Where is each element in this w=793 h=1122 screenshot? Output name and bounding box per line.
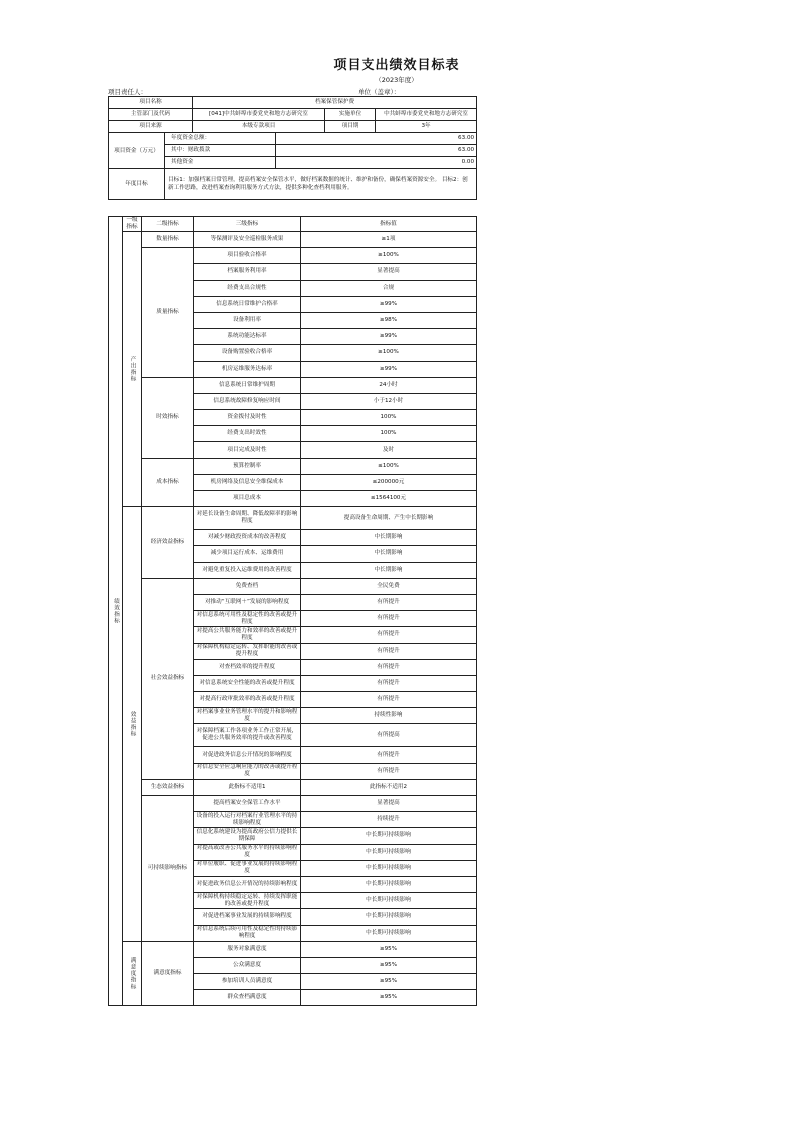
indicator-row [109,377,477,393]
level3-name: 参加培训人员满意度 [194,974,301,990]
indicator-value: 合规 [301,280,477,296]
indicator-value: 有所提升 [301,627,477,643]
level3-name: 信息化系统建设为提高政府公信力提供长期保障 [194,828,301,844]
level3-name: 信息系统日常维护周期 [194,377,301,393]
indicator-value: 有所提升 [301,643,477,659]
dept-value: [041]中共蚌埠市委党史和地方志研究室 [193,109,325,121]
indicator-row [109,232,477,248]
indicator-value: 有所提高 [301,724,477,747]
level1-label: 效益指标 [123,507,142,942]
indicator-value: ≥99% [301,296,477,312]
impl-value: 中共蚌埠市委党史和地方志研究室 [376,109,477,121]
header-l2: 二级指标 [142,217,194,232]
impl-label: 实施单位 [325,109,376,121]
level3-name: 对查档效率的提升程度 [194,659,301,675]
period-value: 3年 [376,121,477,133]
indicator-value: 持续性影响 [301,708,477,724]
level3-name: 对避免重复投入运维费用的改善程度 [194,562,301,578]
level3-name: 项目验收合格率 [194,248,301,264]
level2-label: 成本指标 [142,458,194,507]
level3-name: 资金拨付及时性 [194,410,301,426]
level3-name: 机房网络及信息安全维保成本 [194,474,301,490]
level3-name: 对信息系统可用性及稳定性的改善或提升程度 [194,611,301,627]
indicator-value: ≤200000元 [301,474,477,490]
funds-other-value: 0.00 [276,157,477,169]
level3-name: 对单位履职、促进事业发展的持续影响程度 [194,860,301,876]
dept-label: 主管部门及代码 [109,109,193,121]
funds-other-label: 其他资金 [165,157,276,169]
indicator-value: ≥95% [301,941,477,957]
indicator-value: ≥98% [301,312,477,328]
project-name: 档案保管保护费 [193,97,477,109]
level3-name: 对提高或改善公共服务水平的持续影响程度 [194,844,301,860]
level3-name: 设备利用率 [194,312,301,328]
level3-name: 对延长设备生命周期、降低故障率的影响程度 [194,507,301,530]
indicator-value: 中长期影响 [301,562,477,578]
indicator-value: 中长期可持续影响 [301,925,477,941]
level3-name: 预算控制率 [194,458,301,474]
level3-name: 对促进政务信息公开情况的持续影响程度 [194,876,301,892]
indicator-value: 中长期可持续影响 [301,909,477,925]
indicator-value: ≥99% [301,361,477,377]
indicator-value: 中长期可持续影响 [301,844,477,860]
level2-label: 可持续影响指标 [142,796,194,942]
level3-name: 设备购置验收合格率 [194,345,301,361]
indicator-value: ≥95% [301,974,477,990]
level3-name: 服务对象满意度 [194,941,301,957]
level3-name: 此指标不适用1 [194,779,301,795]
indicator-value: 中长期可持续影响 [301,876,477,892]
level2-label: 经济效益指标 [142,507,194,579]
indicator-value: ≥100% [301,248,477,264]
indicator-value: 有所提升 [301,692,477,708]
indicator-value: 有所提升 [301,747,477,763]
indicator-value: ≤1564100元 [301,491,477,507]
indicator-value: 显著提高 [301,264,477,280]
indicator-value: 中长期影响 [301,530,477,546]
level3-name: 对提高行政审批效率的改善或提升程度 [194,692,301,708]
indicator-value: 中长期可持续影响 [301,828,477,844]
indicator-value: 100% [301,426,477,442]
level3-name: 免费查档 [194,578,301,594]
funds-label: 项目资金（万元） [109,133,165,169]
indicators-table [108,216,477,1006]
page-title: 项目支出绩效目标表 [333,58,460,73]
indicator-value: 有所提升 [301,659,477,675]
level1-label: 产出指标 [123,232,142,507]
year-label: （2023年度） [375,76,418,84]
indicator-value: 持续提升 [301,812,477,828]
indicator-value: 此指标不适用2 [301,779,477,795]
period-label: 项目期 [325,121,376,133]
indicator-value: 有所提升 [301,611,477,627]
indicator-value: ≥1项 [301,232,477,248]
level3-name: 设备的投入运行对档案行业管理水平的持续影响程度 [194,812,301,828]
funds-total-label: 年度资金总额： [165,133,276,145]
level3-name: 对促进政务信息公开情况的影响程度 [194,747,301,763]
indicator-value: 显著提高 [301,796,477,812]
header-l1: 一级指标 [123,217,142,232]
funds-fiscal-label: 其中：财政拨款 [165,145,276,157]
header-value: 指标值 [301,217,477,232]
level3-name: 项目总成本 [194,491,301,507]
funds-fiscal-value: 63.00 [276,145,477,157]
indicator-row [109,507,477,530]
responsible-label: 项目责任人： [108,88,147,96]
level2-label: 生态效益指标 [142,779,194,795]
level3-name: 对保障档案工作各项业务工作正常开展，促进公共服务效率的提升或改善程度 [194,724,301,747]
indicator-value: ≥95% [301,957,477,973]
source-label: 项目来源 [109,121,193,133]
level2-label: 满意度指标 [142,941,194,1006]
level2-label: 社会效益指标 [142,578,194,779]
indicator-row [109,578,477,594]
indicator-row [109,248,477,264]
level3-name: 经费支出合规性 [194,280,301,296]
level3-name: 机房运维服务达标率 [194,361,301,377]
level3-name: 公众满意度 [194,957,301,973]
level3-name: 对档案事业业务管理水平的提升和影响程度 [194,708,301,724]
level3-name: 对信息系统后续可用性及稳定性的持续影响程度 [194,925,301,941]
level3-name: 对保障机构稳定运转、发挥职能的改善或提升程度 [194,643,301,659]
level3-name: 对信息系统安全性能的改善或提升程度 [194,675,301,691]
level3-name: 对减少财政投资成本的改善程度 [194,530,301,546]
indicator-value: 中长期可持续影响 [301,893,477,909]
project-name-label: 项目名称 [109,97,193,109]
indicator-value: 全民免费 [301,578,477,594]
level3-name: 信息系统日常维护合格率 [194,296,301,312]
indicator-row [109,458,477,474]
level3-name: 减少项目运行成本、运维费用 [194,546,301,562]
indicator-side-label: 绩效指标 [109,217,123,1006]
indicator-value: 及时 [301,442,477,458]
level3-name: 信息系统故障修复响应时间 [194,393,301,409]
indicator-value: 24小时 [301,377,477,393]
header-l3: 三级指标 [194,217,301,232]
annual-goal-text: 目标1：加强档案日常管理，提高档案安全保管水平，做好档案数据的统计、维护和备份，确保档案资源安全。 目标2：创新工作思路，改进档案查询利用服务方式方法，提供多种化查档利用服务。 [165,169,477,200]
source-value: 本级专款项目 [193,121,325,133]
funds-total-value: 63.00 [276,133,477,145]
level3-name: 等保测评及安全巡检服务成果 [194,232,301,248]
indicator-value: 提高设备生命周期、产生中长期影响 [301,507,477,530]
level3-name: 系统功能达标率 [194,329,301,345]
level3-name: 对信息安全应急响应能力的改善或提升程度 [194,763,301,779]
level3-name: 对促进档案事业发展的持续影响程度 [194,909,301,925]
indicator-value: ≤100% [301,458,477,474]
level1-label: 满意度指标 [123,941,142,1006]
indicator-value: 中长期可持续影响 [301,860,477,876]
level2-label: 质量指标 [142,248,194,378]
indicator-value: 100% [301,410,477,426]
indicator-value: 有所提升 [301,594,477,610]
indicator-value: 有所提升 [301,675,477,691]
indicator-value: ≥99% [301,329,477,345]
level3-name: 档案服务利用率 [194,264,301,280]
level2-label: 数量指标 [142,232,194,248]
level3-name: 对保障机构持续稳定运转、持续发挥职能的改善或提升程度 [194,893,301,909]
indicator-value: 小于12小时 [301,393,477,409]
level2-label: 时效指标 [142,377,194,458]
basic-info-table [108,96,477,200]
indicator-value: 有所提升 [301,763,477,779]
indicator-value: 中长期影响 [301,546,477,562]
unit-seal-label: 单位（盖章）： [358,88,401,96]
level3-name: 项目完成及时性 [194,442,301,458]
indicator-row [109,796,477,812]
level3-name: 提高档案安全保管工作水平 [194,796,301,812]
level3-name: 对推动“互联网＋”发展的影响程度 [194,594,301,610]
annual-goal-label: 年度目标 [109,169,165,200]
level3-name: 经费支出时效性 [194,426,301,442]
indicator-value: ≥100% [301,345,477,361]
indicator-row [109,779,477,795]
level3-name: 群众查档满意度 [194,990,301,1006]
indicator-value: ≥95% [301,990,477,1006]
level3-name: 对提高公共服务能力和效率的改善或提升程度 [194,627,301,643]
indicator-row [109,941,477,957]
